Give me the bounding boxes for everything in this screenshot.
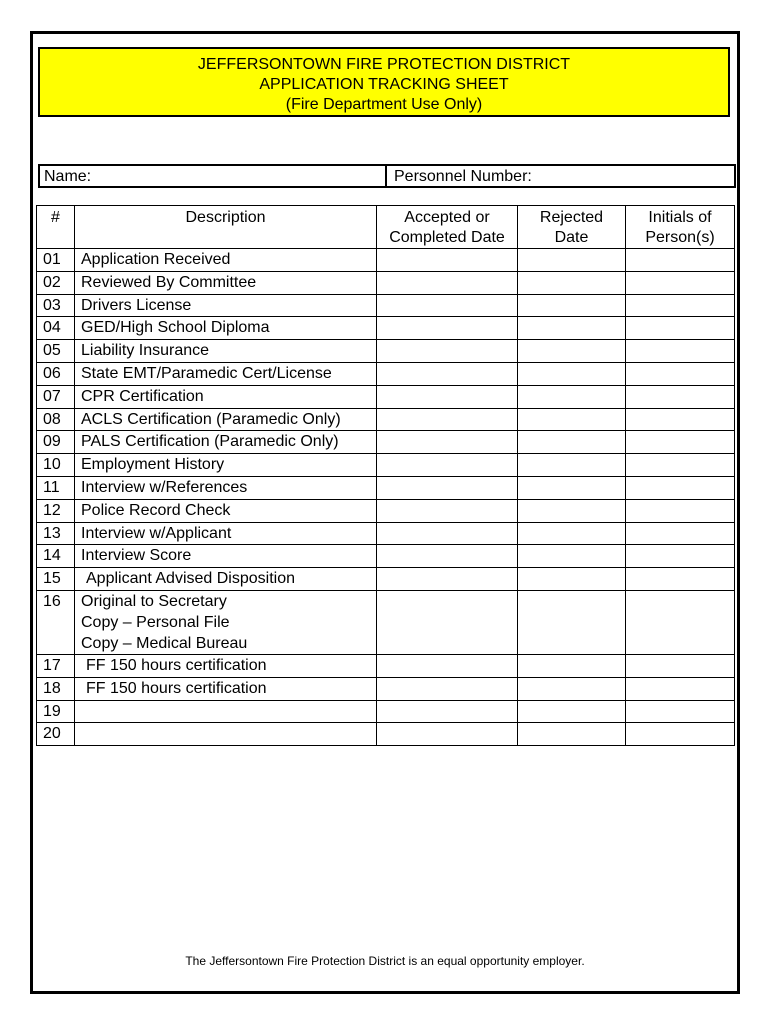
rejected-date-cell[interactable] <box>518 499 626 522</box>
column-header-rejected-date: Rejected Date <box>518 206 626 249</box>
description-line: FF 150 hours certification <box>86 656 267 674</box>
personnel-number-field[interactable] <box>387 166 734 186</box>
rejected-date-cell[interactable] <box>518 723 626 746</box>
row-description <box>75 431 377 454</box>
row-description <box>75 700 377 723</box>
initials-cell[interactable] <box>626 499 735 522</box>
row-description <box>75 522 377 545</box>
row-number: 09 <box>37 431 75 454</box>
description-line: Liability Insurance <box>81 342 210 360</box>
tracking-table <box>36 205 735 746</box>
rejected-date-cell[interactable] <box>518 454 626 477</box>
row-number: 17 <box>37 654 75 677</box>
initials-cell[interactable] <box>626 431 735 454</box>
accepted-date-cell[interactable] <box>377 522 518 545</box>
initials-cell[interactable] <box>626 522 735 545</box>
header-banner <box>38 47 730 117</box>
description-line: Police Record Check <box>81 501 231 519</box>
row-description <box>75 568 377 591</box>
rejected-date-cell[interactable] <box>518 271 626 294</box>
row-number: 20 <box>37 723 75 746</box>
row-number: 18 <box>37 677 75 700</box>
rejected-date-cell[interactable] <box>518 476 626 499</box>
row-description <box>75 590 377 654</box>
description-line: Reviewed By Committee <box>81 273 257 291</box>
rejected-date-cell[interactable] <box>518 340 626 363</box>
column-header-accepted-date: Accepted or Completed Date <box>377 206 518 249</box>
table-row <box>37 700 735 723</box>
applicant-info-row <box>38 164 736 188</box>
initials-cell[interactable] <box>626 362 735 385</box>
initials-cell[interactable] <box>626 408 735 431</box>
description-line: ACLS Certification (Paramedic Only) <box>81 410 341 428</box>
row-number: 15 <box>37 568 75 591</box>
rejected-date-cell[interactable] <box>518 545 626 568</box>
accepted-date-cell[interactable] <box>377 568 518 591</box>
table-row <box>37 271 735 294</box>
table-row <box>37 499 735 522</box>
table-row <box>37 522 735 545</box>
row-number: 04 <box>37 317 75 340</box>
initials-cell[interactable] <box>626 317 735 340</box>
row-description <box>75 271 377 294</box>
accepted-date-cell[interactable] <box>377 385 518 408</box>
row-number: 16 <box>37 590 75 654</box>
row-description <box>75 317 377 340</box>
accepted-date-cell[interactable] <box>377 590 518 654</box>
description-line: Copy – Personal File <box>81 613 230 631</box>
initials-cell[interactable] <box>626 654 735 677</box>
row-description <box>75 362 377 385</box>
description-line: Original to Secretary <box>81 592 227 610</box>
table-row <box>37 249 735 272</box>
row-description <box>75 385 377 408</box>
row-number: 05 <box>37 340 75 363</box>
initials-cell[interactable] <box>626 476 735 499</box>
table-row <box>37 654 735 677</box>
row-number: 12 <box>37 499 75 522</box>
description-line: Application Received <box>81 251 231 268</box>
table-row <box>37 454 735 477</box>
initials-cell[interactable] <box>626 590 735 654</box>
accepted-date-cell[interactable] <box>377 249 518 272</box>
initials-cell[interactable] <box>626 568 735 591</box>
row-number: 19 <box>37 700 75 723</box>
row-description <box>75 654 377 677</box>
rejected-date-cell[interactable] <box>518 385 626 408</box>
table-row <box>37 362 735 385</box>
row-description <box>75 476 377 499</box>
rejected-date-cell[interactable] <box>518 522 626 545</box>
description-line: Interview Score <box>81 547 192 565</box>
initials-cell[interactable] <box>626 454 735 477</box>
description-line: CPR Certification <box>81 387 204 405</box>
row-description <box>75 499 377 522</box>
accepted-date-cell[interactable] <box>377 499 518 522</box>
initials-cell[interactable] <box>626 723 735 746</box>
personnel-number-label: Personnel Number: <box>394 168 532 185</box>
table-row <box>37 294 735 317</box>
sheet-title: APPLICATION TRACKING SHEET <box>259 76 509 93</box>
accepted-date-cell[interactable] <box>377 431 518 454</box>
initials-cell[interactable] <box>626 385 735 408</box>
initials-cell[interactable] <box>626 294 735 317</box>
initials-cell[interactable] <box>626 249 735 272</box>
table-row <box>37 431 735 454</box>
row-description <box>75 294 377 317</box>
name-label: Name: <box>44 168 92 185</box>
usage-note: (Fire Department Use Only) <box>285 96 483 113</box>
row-description <box>75 723 377 746</box>
table-row <box>37 723 735 746</box>
table-row <box>37 545 735 568</box>
accepted-date-cell[interactable] <box>377 340 518 363</box>
description-line: Employment History <box>81 456 225 474</box>
row-number: 01 <box>37 249 75 272</box>
row-description <box>75 249 377 272</box>
row-number: 08 <box>37 408 75 431</box>
row-description <box>75 677 377 700</box>
column-header-number: # <box>37 206 75 249</box>
footer-note: The Jeffersontown Fire Protection District is an equal opportunity employer. <box>185 954 585 968</box>
table-row <box>37 317 735 340</box>
rejected-date-cell[interactable] <box>518 590 626 654</box>
column-header-description: Description <box>75 206 377 249</box>
accepted-date-cell[interactable] <box>377 271 518 294</box>
row-description <box>75 454 377 477</box>
accepted-date-cell[interactable] <box>377 454 518 477</box>
description-line: GED/High School Diploma <box>81 319 270 337</box>
row-number: 02 <box>37 271 75 294</box>
row-number: 10 <box>37 454 75 477</box>
district-title: JEFFERSONTOWN FIRE PROTECTION DISTRICT <box>197 56 571 73</box>
rejected-date-cell[interactable] <box>518 408 626 431</box>
rejected-date-cell[interactable] <box>518 654 626 677</box>
initials-cell[interactable] <box>626 677 735 700</box>
table-row <box>37 568 735 591</box>
table-row <box>37 476 735 499</box>
initials-cell[interactable] <box>626 340 735 363</box>
rejected-date-cell[interactable] <box>518 431 626 454</box>
description-line: FF 150 hours certification <box>86 679 267 697</box>
accepted-date-cell[interactable] <box>377 317 518 340</box>
rejected-date-cell[interactable] <box>518 568 626 591</box>
name-field[interactable] <box>40 166 387 186</box>
accepted-date-cell[interactable] <box>377 723 518 746</box>
row-description <box>75 340 377 363</box>
table-row <box>37 677 735 700</box>
row-number: 14 <box>37 545 75 568</box>
initials-cell[interactable] <box>626 545 735 568</box>
row-description <box>75 408 377 431</box>
rejected-date-cell[interactable] <box>518 362 626 385</box>
rejected-date-cell[interactable] <box>518 700 626 723</box>
description-line: Copy – Medical Bureau <box>81 634 248 652</box>
initials-cell[interactable] <box>626 271 735 294</box>
accepted-date-cell[interactable] <box>377 294 518 317</box>
row-number: 07 <box>37 385 75 408</box>
table-row <box>37 340 735 363</box>
description-line: Applicant Advised Disposition <box>86 570 296 588</box>
table-row <box>37 408 735 431</box>
accepted-date-cell[interactable] <box>377 677 518 700</box>
row-number: 03 <box>37 294 75 317</box>
row-description <box>75 545 377 568</box>
description-line: State EMT/Paramedic Cert/License <box>81 364 332 382</box>
row-number: 11 <box>37 476 75 499</box>
table-row <box>37 590 735 654</box>
table-row <box>37 385 735 408</box>
description-line: Interview w/Applicant <box>81 524 232 542</box>
rejected-date-cell[interactable] <box>518 249 626 272</box>
accepted-date-cell[interactable] <box>377 654 518 677</box>
column-header-initials: Initials of Person(s) <box>626 206 735 249</box>
description-line: Drivers License <box>81 296 192 314</box>
rejected-date-cell[interactable] <box>518 677 626 700</box>
row-number: 06 <box>37 362 75 385</box>
accepted-date-cell[interactable] <box>377 476 518 499</box>
initials-cell[interactable] <box>626 700 735 723</box>
rejected-date-cell[interactable] <box>518 294 626 317</box>
row-number: 13 <box>37 522 75 545</box>
description-line: PALS Certification (Paramedic Only) <box>81 433 339 451</box>
description-line: Interview w/References <box>81 478 248 496</box>
table-header-row <box>37 206 735 249</box>
accepted-date-cell[interactable] <box>377 408 518 431</box>
accepted-date-cell[interactable] <box>377 545 518 568</box>
accepted-date-cell[interactable] <box>377 700 518 723</box>
rejected-date-cell[interactable] <box>518 317 626 340</box>
accepted-date-cell[interactable] <box>377 362 518 385</box>
